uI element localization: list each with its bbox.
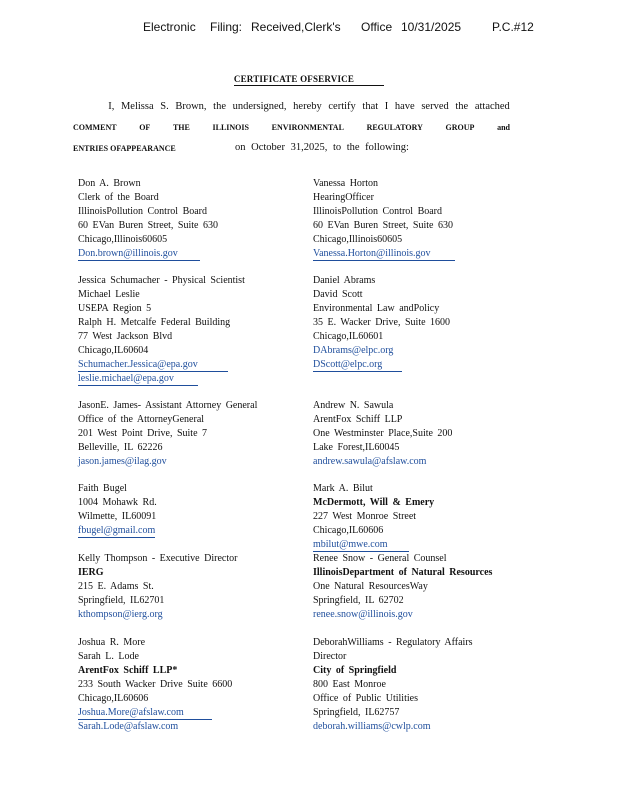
intro-word: ENVIRONMENTAL [271, 123, 344, 132]
entry-line: Belleville, IL 62226 [78, 442, 163, 453]
entry-line: Faith Bugel [78, 483, 127, 494]
entry-line: Don A. Brown [78, 178, 141, 189]
header-date: 10/31/2025 [401, 20, 462, 34]
intro-word: THE [172, 123, 190, 132]
document-title [0, 74, 618, 84]
entry-line: Mark A. Bilut [313, 483, 373, 494]
entry-line: Office of Public Utilities [313, 693, 418, 704]
email-link[interactable]: Schumacher.Jessica@epa.gov [78, 359, 228, 372]
entry-line: Sarah L. Lode [78, 651, 139, 662]
entry-line: 233 South Wacker Drive Suite 6600 [78, 679, 233, 690]
entry-line: 227 West Monroe Street [313, 511, 417, 522]
service-entry [78, 552, 313, 622]
entry-line: Jessica Schumacher - Physical Scientist [78, 275, 245, 286]
service-entry [78, 636, 313, 734]
entry-line: IllinoisPollution Control Board [313, 206, 443, 217]
entry-line: Andrew N. Sawula [313, 400, 394, 411]
entry-line: Environmental Law andPolicy [313, 303, 440, 314]
document-title-text: CERTIFICATE OFSERVICE [234, 74, 384, 86]
entry-line: 215 E. Adams St. [78, 581, 154, 592]
entry-line: Lake Forest,IL60045 [313, 442, 400, 453]
service-entry [313, 552, 548, 622]
entry-line: 60 EVan Buren Street, Suite 630 [313, 220, 453, 231]
service-entry [78, 399, 313, 469]
intro-line-3 [73, 143, 413, 157]
entry-line: JasonE. James- Assistant Attorney General [78, 400, 258, 411]
entry-line: Vanessa Horton [313, 178, 379, 189]
entry-line: IllinoisPollution Control Board [78, 206, 208, 217]
entry-line: 60 EVan Buren Street, Suite 630 [78, 220, 218, 231]
email-link[interactable]: Sarah.Lode@afslaw.com [78, 721, 179, 732]
entry-line: Clerk of the Board [78, 192, 159, 203]
entry-line: HearingOfficer [313, 192, 374, 203]
email-link[interactable]: leslie.michael@epa.gov [78, 373, 198, 386]
service-entry [78, 177, 313, 261]
header-received: Received,Clerk's [251, 20, 341, 34]
header-electronic: Electronic [143, 20, 196, 34]
intro-line-1: I, Melissa S. Brown, the undersigned, hereby certify that I have served the attached [108, 101, 510, 112]
entry-line: USEPA Region 5 [78, 303, 152, 314]
email-link[interactable]: Vanessa.Horton@illinois.gov [313, 248, 455, 261]
intro-word: COMMENT [73, 123, 117, 132]
entry-line: DeborahWilliams - Regulatory Affairs [313, 637, 473, 648]
entry-line: One Natural ResourcesWay [313, 581, 428, 592]
entry-line: One Westminster Place,Suite 200 [313, 428, 453, 439]
entry-line: Chicago,IL60604 [78, 345, 149, 356]
email-link[interactable]: mbilut@mwe.com [313, 539, 409, 552]
entry-line: 77 West Jackson Blvd [78, 331, 173, 342]
entry-line: Chicago,Illinois60605 [78, 234, 168, 245]
entry-line: Michael Leslie [78, 289, 140, 300]
service-entry [313, 636, 548, 734]
intro-entries-of-appearance: ENTRIES OFAPPEARANCE [73, 144, 176, 153]
entry-line: City of Springfield [313, 665, 397, 676]
entry-line: 35 E. Wacker Drive, Suite 1600 [313, 317, 451, 328]
intro-word: GROUP [445, 123, 475, 132]
header-office: Office [361, 20, 393, 34]
intro-word: OF [139, 123, 151, 132]
entry-line: 800 East Monroe [313, 679, 386, 690]
email-link[interactable]: Joshua.More@afslaw.com [78, 707, 212, 720]
service-entry [78, 274, 313, 386]
header-pc-number: P.C.#12 [492, 20, 534, 34]
email-link[interactable]: jason.james@ilag.gov [78, 456, 167, 467]
entry-line: Ralph H. Metcalfe Federal Building [78, 317, 231, 328]
entry-line: Daniel Abrams [313, 275, 376, 286]
intro-line-2 [73, 123, 510, 135]
service-entry [313, 177, 548, 261]
email-link[interactable]: Don.brown@illinois.gov [78, 248, 200, 261]
entry-line: Kelly Thompson - Executive Director [78, 553, 238, 564]
entry-line: ArentFox Schiff LLP [313, 414, 403, 425]
entry-line: IERG [78, 567, 104, 578]
entry-line: Renee Snow - General Counsel [313, 553, 447, 564]
intro-service-date: on October 31,2025, to the following: [235, 142, 409, 153]
entry-line: Wilmette, IL60091 [78, 511, 157, 522]
entry-line: Springfield, IL 62702 [313, 595, 404, 606]
service-entry [313, 399, 548, 469]
intro-word: and [497, 123, 510, 132]
email-link[interactable]: andrew.sawula@afslaw.com [313, 456, 427, 467]
header-filing: Filing: [210, 20, 243, 34]
service-entry [313, 274, 548, 372]
email-link[interactable]: renee.snow@illinois.gov [313, 609, 413, 620]
entry-line: Director [313, 651, 347, 662]
entry-line: IllinoisDepartment of Natural Resources [313, 567, 493, 578]
service-entry [313, 482, 548, 552]
entry-line: 201 West Point Drive, Suite 7 [78, 428, 208, 439]
entry-line: 1004 Mohawk Rd. [78, 497, 157, 508]
email-link[interactable]: DScott@elpc.org [313, 359, 402, 372]
entry-line: Chicago,Illinois60605 [313, 234, 403, 245]
email-link[interactable]: fbugel@gmail.com [78, 525, 156, 536]
entry-line: Chicago,IL60606 [78, 693, 149, 704]
email-link[interactable]: kthompson@ierg.org [78, 609, 163, 620]
entry-line: Joshua R. More [78, 637, 146, 648]
intro-word: ILLINOIS [212, 123, 249, 132]
entry-line: Springfield, IL62757 [313, 707, 400, 718]
filing-header [0, 20, 618, 38]
email-link[interactable]: deborah.williams@cwlp.com [313, 721, 431, 732]
intro-word: REGULATORY [366, 123, 423, 132]
entry-line: Office of the AttorneyGeneral [78, 414, 205, 425]
entry-line: David Scott [313, 289, 363, 300]
entry-line: Chicago,IL60601 [313, 331, 384, 342]
entry-line: McDermott, Will & Emery [313, 497, 435, 508]
entry-line: ArentFox Schiff LLP* [78, 665, 178, 676]
entry-line: Springfield, IL62701 [78, 595, 165, 606]
entry-line: Chicago,IL60606 [313, 525, 384, 536]
service-entry [78, 482, 313, 538]
email-link[interactable]: DAbrams@elpc.org [313, 345, 394, 356]
